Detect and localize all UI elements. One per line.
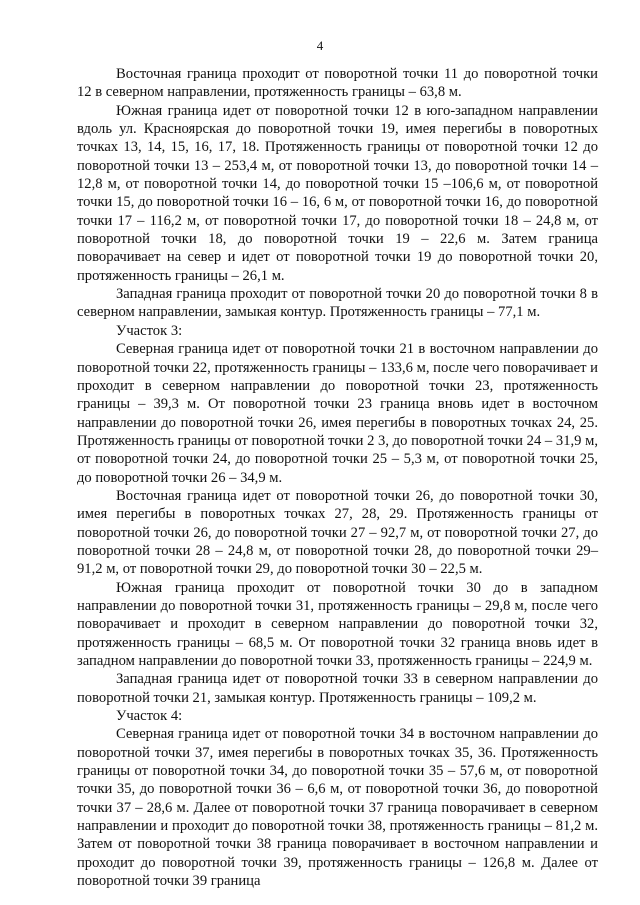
- section-heading-plot-4: Участок 4:: [116, 708, 183, 725]
- paragraph-west-boundary-section-2: Западная граница проходит от поворотной точки 20 до поворотной точки 8 в северном направлении, замыкая контур. Протяженность границы – 77,1 м.: [77, 286, 598, 321]
- paragraph-east-boundary-section-2: Восточная граница проходит от поворотной точки 11 до поворотной точки 12 в северном направлении, протяженность границы – 63,8 м.: [77, 66, 598, 101]
- section-heading-plot-3: Участок 3:: [116, 322, 183, 339]
- paragraph-south-boundary-section-2: Южная граница идет от поворотной точки 12 в юго-западном направлении вдоль ул. Красноярская до поворотной точки 19, имея перегибы в поворотных точках 13, 14, 15, 16, 17, 18. Протяженность границы от поворотной точки 12 до поворотной точки 13 – 253,4 м, от поворотной точки 13, до поворотной точки 14 – 12,8 м, от поворотной точки 14, до поворотной точки 15 –106,6 м, от поворотной точки 15, до поворотной точки 16 – 16, 6 м, от поворотной точки 16, до поворотной точки 17 – 116,2 м, от поворотной точки 17, до поворотной точки 18 – 24,8 м, от поворотной точки 18, до поворотной точки 19 – 22,6 м. Затем граница поворачивает на север и идет от поворотной точки 19 до поворотной точки 20, протяженность границы – 26,1 м.: [77, 102, 598, 284]
- paragraph-north-boundary-section-4: Северная граница идет от поворотной точки 34 в восточном направлении до поворотной точки 37, имея перегибы в поворотных точках 35, 36. Протяженность границы от поворотной точки 34, до поворотной точки 35 – 57,6 м, от поворотной точки 35, до поворотной точки 36 – 6,6 м, от поворотной точки 36, до поворотной точки 37 – 28,6 м. Далее от поворотной точки 37 граница поворачивает в северном направлении и проходит до поворотной точки 38, протяженность границы – 81,2 м. Затем от поворотной точки 38 граница поворачивает в восточном направлении и проходит до поворотной точки 39, протяженность границы – 126,8 м. Далее от поворотной точки 39 граница: [77, 726, 598, 890]
- page-number: 4: [316, 38, 324, 53]
- document-body: [77, 65, 598, 890]
- paragraph-east-boundary-section-3: Восточная граница идет от поворотной точки 26, до поворотной точки 30, имея перегибы в поворотных точках 27, 28, 29. Протяженность границы от поворотной точки 26, до поворотной точки 27 – 92,7 м, от поворотной точки 27, до поворотной точки 28 – 24,8 м, от поворотной точки 28, до поворотной точки 29– 91,2 м, от поворотной точки 29, до поворотной точки 30 – 22,5 м.: [77, 487, 598, 578]
- paragraph-south-boundary-section-3: Южная граница проходит от поворотной точки 30 до в западном направлении до поворотной точки 31, протяженность границы – 29,8 м, после чего поворачивает и проходит в северном направлении до поворотной точки 32, протяженность границы – 68,5 м. От поворотной точки 32 граница вновь идет в западном направлении до поворотной точки 33, протяженность границы – 224,9 м.: [77, 579, 598, 669]
- paragraph-north-boundary-section-3: Северная граница идет от поворотной точки 21 в восточном направлении до поворотной точки 22, протяженность границы – 133,6 м, после чего поворачивает и проходит в северном направлении до поворотной точки 23, протяженность границы – 39,3 м. От поворотной точки 23 граница вновь идет в восточном направлении до поворотной точки 26, имея перегибы в поворотных точках 24, 25. Протяженность границы от поворотной точки 2 3, до поворотной точки 24 – 31,9 м, от поворотной точки 24, до поворотной точки 25 – 5,3 м, от поворотной точки 25, до поворотной точки 26 – 34,9 м.: [77, 341, 598, 486]
- paragraph-west-boundary-section-3: Западная граница идет от поворотной точки 33 в северном направлении до поворотной точки 21, замыкая контур. Протяженность границы – 109,2 м.: [77, 671, 598, 706]
